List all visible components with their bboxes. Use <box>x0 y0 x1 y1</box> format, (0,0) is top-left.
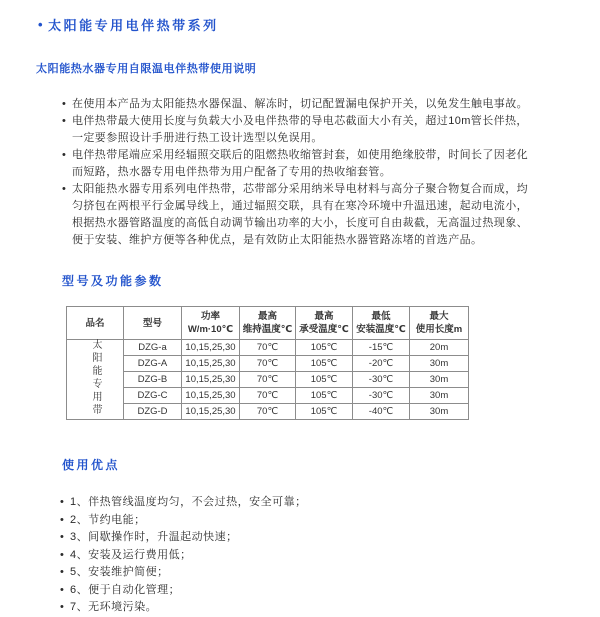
bullet-icon: • <box>62 183 67 195</box>
cell-min-install: -40℃ <box>353 404 410 420</box>
bullet-icon: • <box>62 149 67 161</box>
col-header-min-install <box>353 307 410 340</box>
bullet-icon: • <box>60 496 65 508</box>
table-row <box>67 356 469 372</box>
bullet-icon: • <box>60 566 65 578</box>
cell-min-install: -15℃ <box>353 340 410 356</box>
cell-model: DZG-B <box>124 372 182 388</box>
usage-notes-list <box>62 96 538 249</box>
advantage-text: 1、伴热管线温度均匀，不会过热，安全可靠； <box>70 496 307 508</box>
col-header-text: 最大 <box>429 311 449 322</box>
section-advantages-heading: 使用优点 <box>62 458 121 472</box>
cell-model: DZG-D <box>124 404 182 420</box>
list-item <box>60 547 540 565</box>
cell-model: DZG-A <box>124 356 182 372</box>
specs-table <box>66 306 469 420</box>
cell-max-maintain: 70℃ <box>240 372 296 388</box>
col-header-text: 承受温度℃ <box>299 324 349 335</box>
list-item <box>60 564 540 582</box>
col-header-text: 品名 <box>85 317 105 329</box>
col-header-text: 维持温度℃ <box>242 324 293 335</box>
usage-note <box>62 147 538 181</box>
advantage-text: 3、间歇操作时，升温起动快速； <box>70 531 238 543</box>
cell-max-length: 20m <box>410 340 469 356</box>
col-header-text: W/m·10℃ <box>187 324 234 335</box>
cell-model: DZG-C <box>124 388 182 404</box>
usage-note-text: 电伴热带尾端应采用经辐照交联后的阻燃热收缩管封套，如使用绝缘胶带，时间长了因老化而短路，热水器专用电伴热带为用户配备了专用的热收缩套管。 <box>72 149 528 178</box>
bullet-icon: • <box>60 601 65 613</box>
cell-min-install: -30℃ <box>353 388 410 404</box>
col-header-model <box>124 307 182 340</box>
list-item <box>60 494 540 512</box>
cell-max-length: 30m <box>410 356 469 372</box>
advantage-text: 2、节约电能； <box>70 513 146 526</box>
usage-instructions-subtitle: 太阳能热水器专用自限温电伴热带使用说明 <box>36 63 257 75</box>
cell-power: 10,15,25,30 <box>182 356 240 372</box>
advantages-list <box>60 494 540 617</box>
list-item <box>60 599 540 617</box>
cell-max-maintain: 70℃ <box>240 356 296 372</box>
usage-note-text: 太阳能热水器专用系列电伴热带，芯带部分采用纳米导电材料与高分子聚合物复合而成，均匀挤包在两根平行金属导线上，通过辐照交联，具有在寒冷环境中升温迅速，起动电流小，根据热水器管路温度的高低自动调节输出功率的大小，长度可自由裁截，无高温过热现象、便于安装、维护方便等各种优点，是有效防止太阳能热水器管路冻堵的首选产品。 <box>72 183 528 246</box>
bullet-icon: • <box>60 531 65 543</box>
section-specs-heading: 型号及功能参数 <box>62 274 164 288</box>
bullet-icon: • <box>60 583 65 596</box>
cell-max-withstand: 105℃ <box>296 388 353 404</box>
usage-note <box>62 113 538 147</box>
cell-max-maintain: 70℃ <box>240 388 296 404</box>
advantage-text: 4、安装及运行费用低； <box>70 548 192 561</box>
cell-max-maintain: 70℃ <box>240 340 296 356</box>
usage-note-text: 电伴热带最大使用长度与负载大小及电伴热带的导电芯截面大小有关，超过10m管长伴热，一定要参照设计手册进行热工设计选型以免误用。 <box>72 115 528 144</box>
cell-model: DZG-a <box>124 340 182 356</box>
cell-power: 10,15,25,30 <box>182 372 240 388</box>
usage-note-text: 在使用本产品为太阳能热水器保温、解冻时，切记配置漏电保护开关，以免发生触电事故。 <box>72 98 528 110</box>
cell-max-withstand: 105℃ <box>296 340 353 356</box>
cell-max-length: 30m <box>410 372 469 388</box>
bullet-icon: • <box>60 513 65 526</box>
col-header-text: 安装温度℃ <box>356 324 406 335</box>
advantage-text: 6、便于自动化管理； <box>70 583 181 596</box>
col-header-max-maintain <box>240 307 296 340</box>
table-row <box>67 372 469 388</box>
col-header-text: 最高 <box>314 311 334 322</box>
cell-power: 10,15,25,30 <box>182 404 240 420</box>
cell-max-withstand: 105℃ <box>296 404 353 420</box>
product-name-vertical: 太阳能专用带 <box>90 339 101 417</box>
cell-power: 10,15,25,30 <box>182 388 240 404</box>
page-title-text: 太阳能专用电伴热带系列 <box>48 18 219 33</box>
col-header-max-length <box>410 307 469 340</box>
bullet-icon: • <box>60 548 65 561</box>
bullet-icon: • <box>62 115 67 127</box>
list-item <box>60 512 540 530</box>
cell-max-maintain: 70℃ <box>240 404 296 420</box>
list-item <box>60 582 540 600</box>
col-header-product <box>67 307 124 340</box>
usage-note <box>62 96 538 113</box>
bullet-icon: • <box>62 98 67 110</box>
title-bullet-icon: • <box>38 17 46 32</box>
col-header-text: 型号 <box>142 317 162 329</box>
table-row <box>67 388 469 404</box>
cell-min-install: -20℃ <box>353 356 410 372</box>
col-header-max-withstand <box>296 307 353 340</box>
cell-min-install: -30℃ <box>353 372 410 388</box>
usage-note <box>62 181 538 249</box>
advantage-text: 7、无环境污染。 <box>70 601 158 613</box>
cell-power: 10,15,25,30 <box>182 340 240 356</box>
table-row <box>67 404 469 420</box>
table-row <box>67 340 469 356</box>
col-header-text: 最高 <box>257 311 277 322</box>
list-item <box>60 529 540 547</box>
col-header-text: 使用长度m <box>415 324 463 335</box>
col-header-power <box>182 307 240 340</box>
col-header-text: 最低 <box>371 311 391 322</box>
cell-max-length: 30m <box>410 404 469 420</box>
advantage-text: 5、安装维护简便； <box>70 566 169 578</box>
cell-max-withstand: 105℃ <box>296 372 353 388</box>
document-page <box>0 15 600 612</box>
col-header-text: 功率 <box>200 311 220 322</box>
product-name-cell <box>67 340 124 420</box>
page-title <box>38 15 600 34</box>
specs-table-header-row <box>67 307 469 340</box>
cell-max-length: 30m <box>410 388 469 404</box>
cell-max-withstand: 105℃ <box>296 356 353 372</box>
